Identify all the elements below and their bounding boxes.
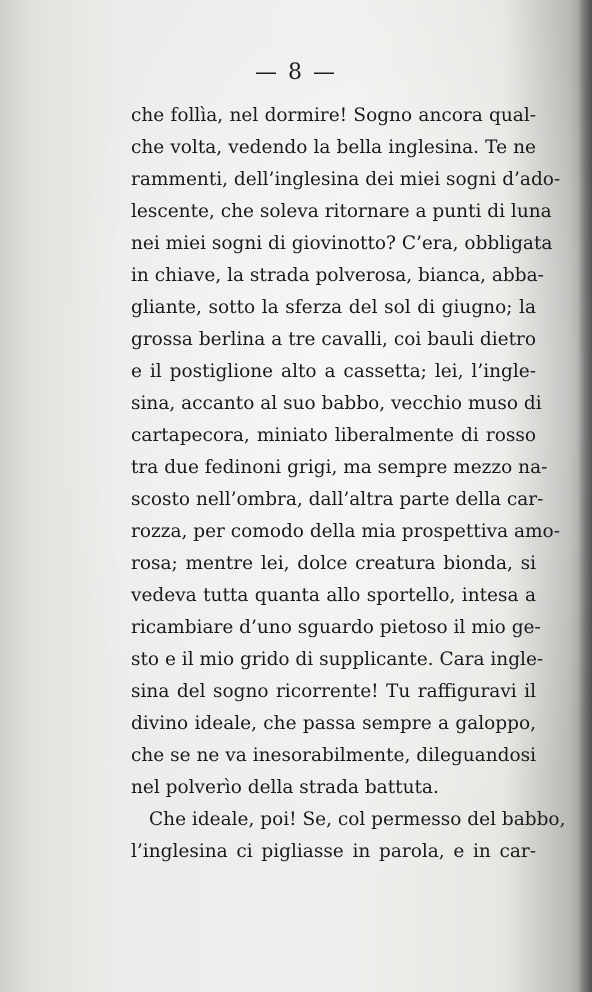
text-line: che follìa, nel dormire! Sogno ancora qual- [131, 105, 536, 126]
body-text [131, 100, 566, 868]
text-line: gliante, sotto la sferza del sol di giugno; la [131, 297, 536, 318]
page-edge-shadow [578, 0, 592, 992]
text-line: e il postiglione alto a cassetta; lei, l’ingle- [131, 361, 536, 382]
text-line: sina, accanto al suo babbo, vecchio muso di [131, 393, 542, 414]
text-line: che volta, vedendo la bella inglesina. Te ne [131, 137, 536, 158]
text-line: nei miei sogni di giovinotto? C’era, obbligata [131, 233, 553, 254]
text-line: rozza, per comodo della mia prospettiva amo- [131, 521, 560, 542]
text-line: divino ideale, che passa sempre a galoppo, [131, 713, 536, 734]
page-number: — 8 — [255, 60, 337, 85]
text-line: rammenti, dell’inglesina dei miei sogni d’ado- [131, 169, 561, 190]
text-line: cartapecora, miniato liberalmente di rosso [131, 425, 536, 446]
text-line: scosto nell’ombra, dall’altra parte della car- [131, 489, 544, 510]
text-line-paragraph-start: Che ideale, poi! Se, col permesso del babbo, [149, 809, 566, 830]
text-line: rosa; mentre lei, dolce creatura bionda, si [131, 553, 536, 574]
text-line: grossa berlina a tre cavalli, coi bauli dietro [131, 329, 536, 350]
text-line: sto e il mio grido di supplicante. Cara ingle- [131, 649, 544, 670]
text-line: che se ne va inesorabilmente, dileguandosi [131, 745, 536, 766]
text-line: in chiave, la strada polverosa, bianca, abba- [131, 265, 544, 286]
text-line-paragraph-end: nel polverìo della strada battuta. [131, 777, 439, 798]
text-line: sina del sogno ricorrente! Tu raffiguravi il [131, 681, 536, 702]
text-line: l’inglesina ci pigliasse in parola, e in car- [131, 841, 536, 862]
text-line: tra due fedinoni grigi, ma sempre mezzo na- [131, 457, 548, 478]
text-line: lescente, che soleva ritornare a punti di luna [131, 201, 552, 222]
text-line: vedeva tutta quanta allo sportello, intesa a [131, 585, 536, 606]
text-line: ricambiare d’uno sguardo pietoso il mio ge- [131, 617, 541, 638]
